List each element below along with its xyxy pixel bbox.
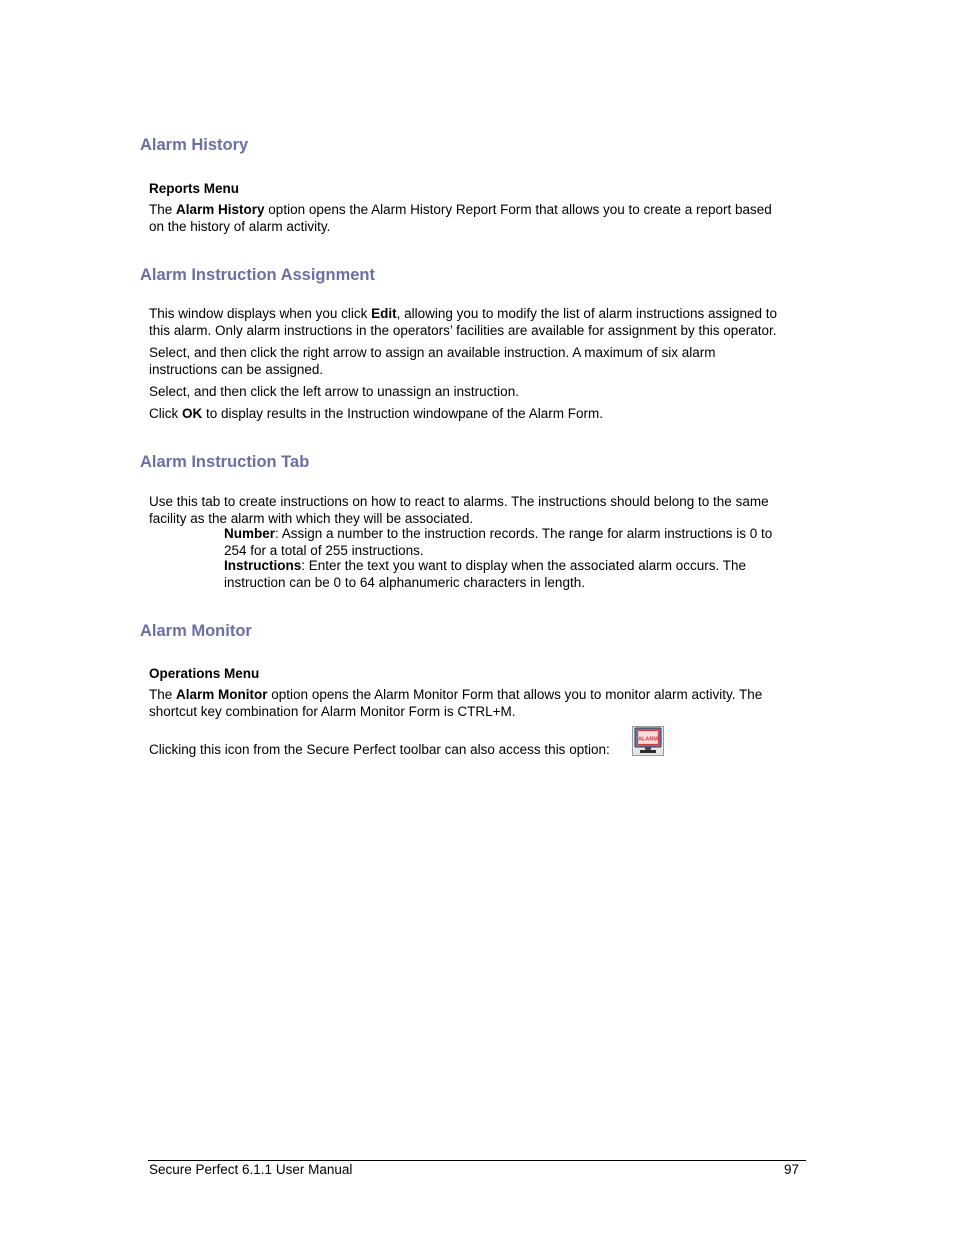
- paragraph-assignment-4: [149, 406, 603, 423]
- footer-page-number: 97: [784, 1162, 800, 1177]
- text: to display results in the Instruction windowpane of the Alarm Form.: [202, 406, 603, 421]
- text: : Assign a number to the instruction records. The range for alarm instructions is 0 to: [275, 526, 773, 541]
- text: Click: [149, 406, 182, 421]
- heading-alarm-instruction-tab: Alarm Instruction Tab: [140, 453, 310, 471]
- text: this alarm. Only alarm instructions in the operators’ facilities are available for assignment by this operator.: [149, 322, 777, 338]
- subheading-reports-menu: Reports Menu: [149, 181, 240, 196]
- paragraph-toolbar-icon: [149, 742, 610, 759]
- alarm-icon-label: ALARM: [638, 736, 658, 743]
- text: on the history of alarm activity.: [149, 218, 331, 234]
- definition-term: Number: [224, 526, 276, 541]
- text: , allowing you to modify the list of alarm instructions assigned to: [396, 306, 778, 321]
- heading-alarm-monitor: Alarm Monitor: [140, 622, 252, 640]
- paragraph-assignment-3: [149, 384, 519, 401]
- footer-divider: [148, 1160, 806, 1161]
- footer-title: Secure Perfect 6.1.1 User Manual: [149, 1162, 353, 1177]
- paragraph-instruction-tab: [149, 494, 769, 527]
- text: shortcut key combination for Alarm Monitor Form is CTRL+M.: [149, 703, 516, 719]
- heading-alarm-instruction-assignment: Alarm Instruction Assignment: [140, 266, 376, 284]
- paragraph-assignment-2: [149, 345, 716, 378]
- bold-term: OK: [182, 406, 203, 421]
- definition-term: Instructions: [224, 558, 302, 573]
- definition-instructions: [224, 558, 746, 591]
- definition-number: [224, 526, 772, 559]
- alarm-monitor-icon: [632, 726, 664, 756]
- text: Select, and then click the right arrow to assign an available instruction. A maximum of six alarm: [149, 345, 716, 360]
- text: This window displays when you click: [149, 306, 372, 321]
- subheading-operations-menu: Operations Menu: [149, 666, 260, 681]
- text: option opens the Alarm Monitor Form that allows you to monitor alarm activity. The: [267, 687, 763, 702]
- bold-term: Edit: [371, 306, 397, 321]
- bold-term: Alarm History: [176, 202, 265, 217]
- text: Select, and then click the left arrow to unassign an instruction.: [149, 384, 519, 399]
- text: The: [149, 687, 177, 702]
- text: instructions can be assigned.: [149, 361, 324, 377]
- bold-term: Alarm Monitor: [176, 687, 268, 702]
- text: Use this tab to create instructions on how to react to alarms. The instructions should belong to the same: [149, 494, 769, 509]
- paragraph-assignment-1: [149, 306, 777, 339]
- text: Clicking this icon from the Secure Perfect toolbar can also access this option:: [149, 742, 610, 757]
- text: facility as the alarm with which they will be associated.: [149, 510, 474, 526]
- text: instruction can be 0 to 64 alphanumeric characters in length.: [224, 574, 585, 590]
- text: option opens the Alarm History Report Form that allows you to create a report based: [264, 202, 772, 217]
- paragraph-alarm-history: [149, 202, 772, 235]
- text: 254 for a total of 255 instructions.: [224, 542, 424, 558]
- heading-alarm-history: Alarm History: [140, 136, 249, 154]
- text: : Enter the text you want to display when the associated alarm occurs. The: [301, 558, 747, 573]
- text: The: [149, 202, 177, 217]
- paragraph-alarm-monitor: [149, 687, 762, 720]
